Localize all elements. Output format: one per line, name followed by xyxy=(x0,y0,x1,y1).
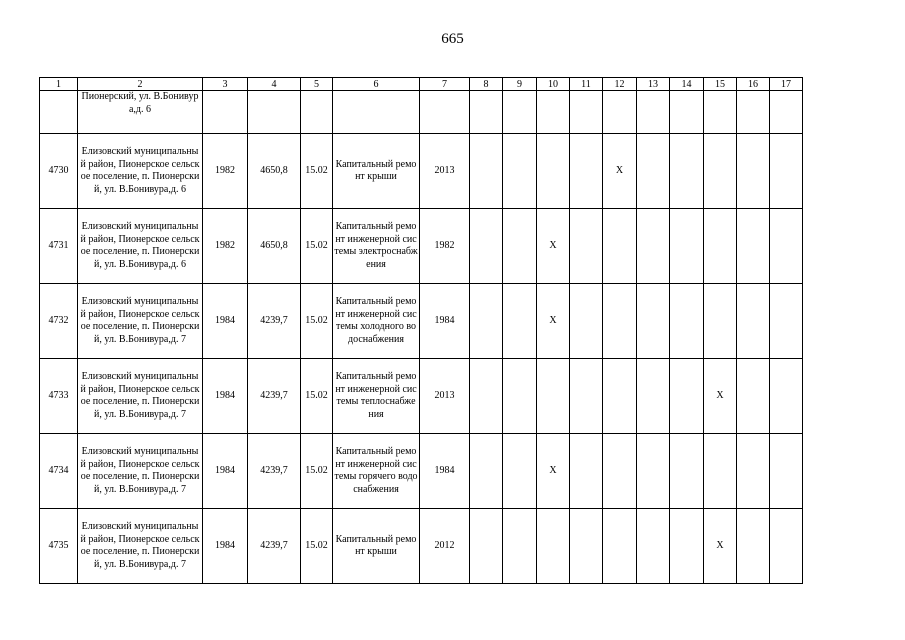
cell-planned-year: 1984 xyxy=(420,284,470,359)
cell-code: 15.02 xyxy=(301,284,333,359)
cell-address: Елизовский муниципальный район, Пионерское сельское поселение, п. Пионерский, ул. В.Бонивура,д. 6 xyxy=(78,134,203,209)
cell-code: 15.02 xyxy=(301,134,333,209)
cell-code: 15.02 xyxy=(301,509,333,584)
cell-mark-col-16 xyxy=(737,209,770,284)
cell-mark-col-10 xyxy=(537,134,570,209)
cell-mark-col-16 xyxy=(737,284,770,359)
cell-area: 4239,7 xyxy=(248,509,301,584)
cell-mark-col-12 xyxy=(603,434,637,509)
column-header-4: 4 xyxy=(248,78,301,91)
cell-year: 1982 xyxy=(203,209,248,284)
cell-mark-col-15: X xyxy=(704,509,737,584)
cell-mark-col-10: X xyxy=(537,284,570,359)
column-header-8: 8 xyxy=(470,78,503,91)
cell-planned-year: 1982 xyxy=(420,209,470,284)
cell-year: 1984 xyxy=(203,284,248,359)
cell-code: 15.02 xyxy=(301,434,333,509)
cell-area: 4239,7 xyxy=(248,359,301,434)
cell-mark-col-12: X xyxy=(603,134,637,209)
cell-mark-col-9 xyxy=(503,509,537,584)
cell-mark-col-13 xyxy=(637,359,670,434)
cell-mark-col-14 xyxy=(670,134,704,209)
cell-work-type: Капитальный ремонт инженерной системы холодного водоснабжения xyxy=(333,284,420,359)
cell-id: 4734 xyxy=(40,434,78,509)
cell-mark-col-16 xyxy=(737,509,770,584)
column-header-3: 3 xyxy=(203,78,248,91)
column-header-6: 6 xyxy=(333,78,420,91)
cell-mark-col-10: X xyxy=(537,434,570,509)
cell-mark-col-12 xyxy=(603,509,637,584)
cell-mark-col-14 xyxy=(670,284,704,359)
cell-code: 15.02 xyxy=(301,209,333,284)
cell-mark-col-17 xyxy=(770,209,803,284)
table-row xyxy=(40,134,803,209)
column-header-1: 1 xyxy=(40,78,78,91)
cell-mark-col-10 xyxy=(537,359,570,434)
cell-id: 4731 xyxy=(40,209,78,284)
cell-year: 1984 xyxy=(203,509,248,584)
column-header-15: 15 xyxy=(704,78,737,91)
cell-year: 1982 xyxy=(203,134,248,209)
column-header-13: 13 xyxy=(637,78,670,91)
cell-mark-col-11 xyxy=(570,209,603,284)
cell-mark-col-9 xyxy=(503,284,537,359)
cell-work-type: Капитальный ремонт инженерной системы электроснабжения xyxy=(333,209,420,284)
cell-work-type: Капитальный ремонт инженерной системы горячего водоснабжения xyxy=(333,434,420,509)
cell-mark-col-13 xyxy=(637,434,670,509)
cell-mark-col-16 xyxy=(737,359,770,434)
cell-id: 4732 xyxy=(40,284,78,359)
cell-planned-year: 1984 xyxy=(420,434,470,509)
cell-mark-col-14 xyxy=(670,209,704,284)
column-header-16: 16 xyxy=(737,78,770,91)
cell-mark-col-17 xyxy=(770,134,803,209)
column-header-5: 5 xyxy=(301,78,333,91)
cell-address: Елизовский муниципальный район, Пионерское сельское поселение, п. Пионерский, ул. В.Бонивура,д. 7 xyxy=(78,359,203,434)
cell-mark-col-11 xyxy=(570,434,603,509)
cell-mark-col-14 xyxy=(670,359,704,434)
cell-mark-col-15 xyxy=(704,434,737,509)
cell-mark-col-12 xyxy=(603,209,637,284)
cell-mark-col-9 xyxy=(503,434,537,509)
cell-id: 4733 xyxy=(40,359,78,434)
cell-mark-col-17 xyxy=(770,434,803,509)
cell-planned-year: 2013 xyxy=(420,359,470,434)
cell-mark-col-15 xyxy=(704,209,737,284)
cell-work-type: Капитальный ремонт крыши xyxy=(333,509,420,584)
cell-mark-col-9 xyxy=(503,359,537,434)
cell-mark-col-12 xyxy=(603,284,637,359)
column-header-17: 17 xyxy=(770,78,803,91)
cell-mark-col-17 xyxy=(770,359,803,434)
cell-address: Елизовский муниципальный район, Пионерское сельское поселение, п. Пионерский, ул. В.Бонивура,д. 7 xyxy=(78,509,203,584)
cell-id xyxy=(40,91,78,134)
header-row xyxy=(40,78,803,91)
cell-planned-year: 2012 xyxy=(420,509,470,584)
column-header-10: 10 xyxy=(537,78,570,91)
cell-year: 1984 xyxy=(203,359,248,434)
cell-year: 1984 xyxy=(203,434,248,509)
cell-mark-col-14 xyxy=(670,434,704,509)
column-header-2: 2 xyxy=(78,78,203,91)
cell-id: 4730 xyxy=(40,134,78,209)
table-row xyxy=(40,209,803,284)
table-row xyxy=(40,434,803,509)
cell-mark-col-8 xyxy=(470,509,503,584)
cell-mark-col-9 xyxy=(503,134,537,209)
cell-mark-col-8 xyxy=(470,284,503,359)
column-header-9: 9 xyxy=(503,78,537,91)
continuation-row xyxy=(40,91,803,134)
cell-mark-col-13 xyxy=(637,284,670,359)
cell-mark-col-11 xyxy=(570,134,603,209)
table-row xyxy=(40,359,803,434)
cell-area: 4650,8 xyxy=(248,134,301,209)
cell-code: 15.02 xyxy=(301,359,333,434)
column-header-12: 12 xyxy=(603,78,637,91)
cell-mark-col-8 xyxy=(470,359,503,434)
cell-address: Елизовский муниципальный район, Пионерское сельское поселение, п. Пионерский, ул. В.Бонивура,д. 6 xyxy=(78,209,203,284)
cell-address: Пионерский, ул. В.Бонивура,д. 6 xyxy=(78,91,203,134)
cell-mark-col-9 xyxy=(503,209,537,284)
cell-work-type: Капитальный ремонт инженерной системы теплоснабжения xyxy=(333,359,420,434)
cell-mark-col-12 xyxy=(603,359,637,434)
cell-mark-col-13 xyxy=(637,134,670,209)
cell-mark-col-16 xyxy=(737,134,770,209)
cell-mark-col-14 xyxy=(670,509,704,584)
cell-mark-col-13 xyxy=(637,509,670,584)
cell-id: 4735 xyxy=(40,509,78,584)
cell-mark-col-15: X xyxy=(704,359,737,434)
table-row xyxy=(40,284,803,359)
cell-mark-col-13 xyxy=(637,209,670,284)
cell-mark-col-8 xyxy=(470,209,503,284)
cell-area: 4239,7 xyxy=(248,434,301,509)
cell-mark-col-8 xyxy=(470,434,503,509)
cell-area: 4239,7 xyxy=(248,284,301,359)
cell-mark-col-11 xyxy=(570,509,603,584)
column-header-11: 11 xyxy=(570,78,603,91)
cell-mark-col-15 xyxy=(704,284,737,359)
cell-mark-col-16 xyxy=(737,434,770,509)
cell-mark-col-15 xyxy=(704,134,737,209)
column-header-7: 7 xyxy=(420,78,470,91)
capital-repair-table xyxy=(39,77,803,584)
cell-address: Елизовский муниципальный район, Пионерское сельское поселение, п. Пионерский, ул. В.Бонивура,д. 7 xyxy=(78,434,203,509)
cell-address: Елизовский муниципальный район, Пионерское сельское поселение, п. Пионерский, ул. В.Бонивура,д. 7 xyxy=(78,284,203,359)
cell-mark-col-11 xyxy=(570,284,603,359)
cell-mark-col-11 xyxy=(570,359,603,434)
cell-area: 4650,8 xyxy=(248,209,301,284)
cell-mark-col-10 xyxy=(537,509,570,584)
cell-mark-col-17 xyxy=(770,284,803,359)
table-row xyxy=(40,509,803,584)
column-header-14: 14 xyxy=(670,78,704,91)
cell-mark-col-17 xyxy=(770,509,803,584)
cell-mark-col-10: X xyxy=(537,209,570,284)
cell-planned-year: 2013 xyxy=(420,134,470,209)
cell-work-type: Капитальный ремонт крыши xyxy=(333,134,420,209)
page-number: 665 xyxy=(441,31,464,47)
cell-mark-col-8 xyxy=(470,134,503,209)
